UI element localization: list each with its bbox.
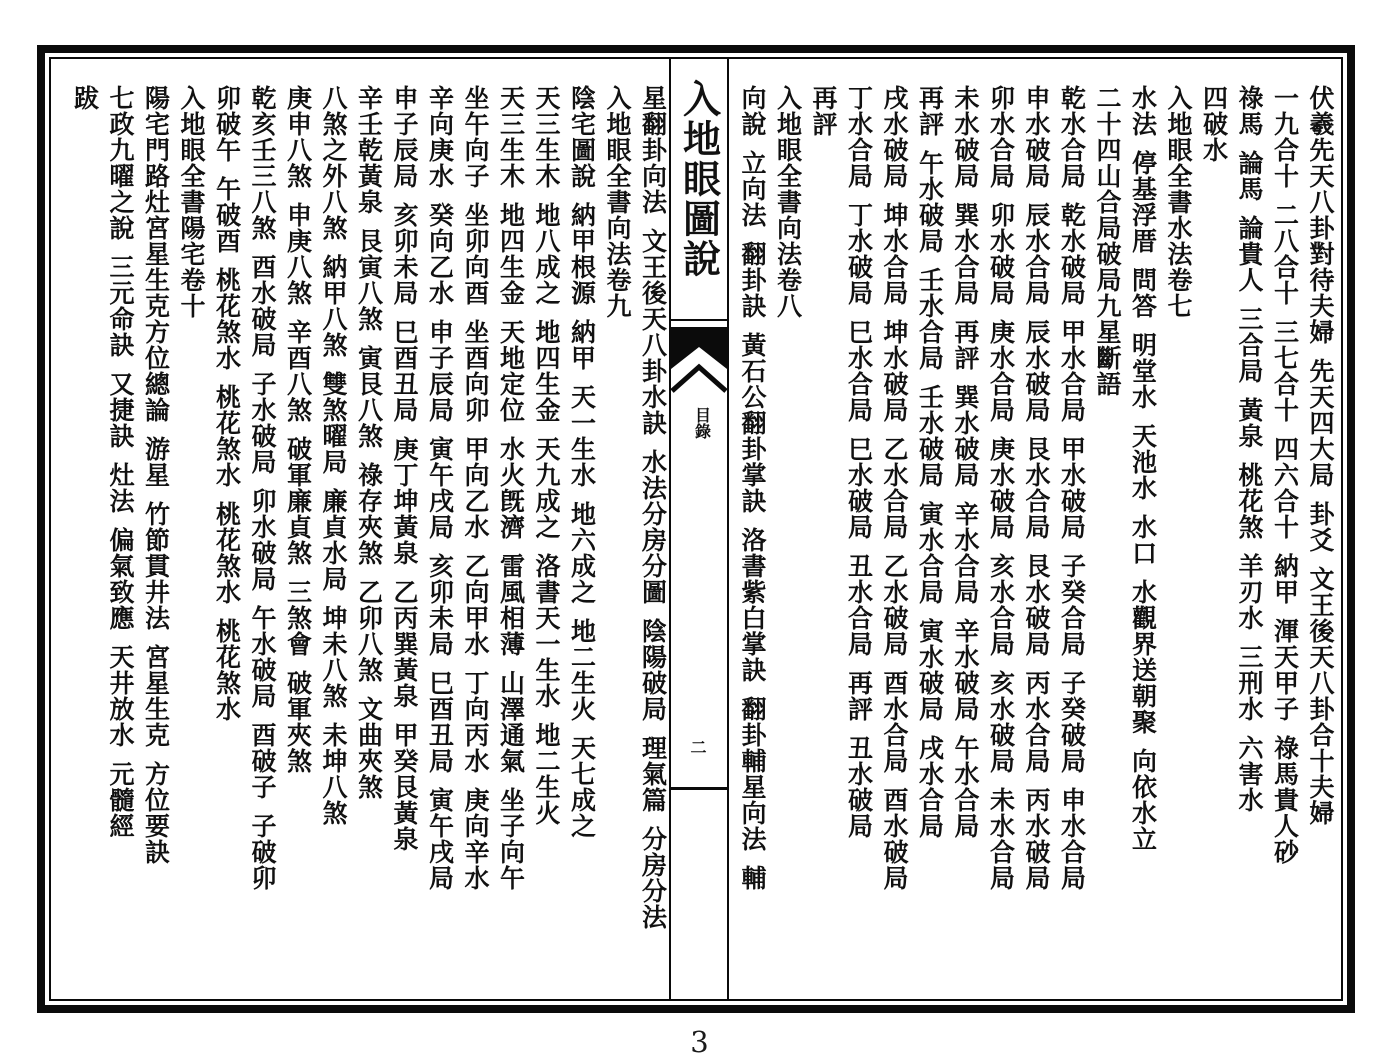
toc-entry: 午水破局 [915,150,945,254]
toc-entry: 庚水合局 [986,319,1016,423]
toc-entry: 方位要訣 [141,761,171,865]
toc-entry: 星翻卦向法 [638,85,668,215]
toc-entry: 黃石公翻卦掌訣 [738,332,767,514]
toc-column [391,85,418,983]
toc-entry: 庚向辛水 [461,787,490,891]
toc-entry: 桃花煞 [1235,462,1264,540]
toc-entry: 未坤八煞 [319,722,348,826]
toc-entry: 陽宅門路灶宮星生克方位總論 [141,85,171,423]
toc-entry: 陰宅圖說 [567,85,597,189]
toc-entry: 丁水破局 [844,202,874,306]
toc-column [810,85,837,983]
toc-entry: 寅水合局 [915,501,945,605]
toc-entry: 羊刃水 [1235,553,1264,631]
toc-column [1236,85,1263,983]
toc-column [988,85,1015,983]
toc-entry: 祿存夾煞 [354,462,384,566]
toc-column [917,85,944,983]
toc-column [1023,85,1050,983]
toc-entry: 庚申八煞 [283,85,313,189]
toc-entry: 天七成之 [567,735,597,839]
toc-column [1307,85,1334,983]
toc-entry: 辛向庚水 [425,85,455,189]
toc-entry: 巳酉丑局 [390,319,419,423]
toc-entry: 丙水合局 [1022,670,1051,774]
toc-column [320,85,347,983]
toc-entry: 辛壬乾黃泉 [354,85,384,215]
toc-entry: 天三生木 [496,85,526,189]
toc-entry: 桃花煞水 [212,501,242,605]
toc-entry: 卯水破局 [986,202,1016,306]
toc-entry: 子癸破局 [1057,670,1087,774]
toc-column [533,85,560,983]
toc-entry: 水口 [1128,514,1158,566]
toc-entry: 桃花煞水 [212,618,242,722]
toc-entry: 坤水破局 [880,319,909,423]
toc-entry: 輔 [738,865,767,891]
toc-entry: 水法 [1128,85,1158,137]
toc-entry: 地四生金 [532,319,561,423]
toc-entry: 雙煞曜局 [319,371,348,475]
toc-entry: 辰水破局 [1022,319,1051,423]
right-page [729,59,1345,999]
toc-column [214,85,241,983]
toc-entry: 巽水合局 [951,202,980,306]
fishtail-icon [671,327,727,399]
toc-entry: 辛水合局 [951,501,980,605]
toc-column [640,85,667,983]
toc-entry: 祿馬貴人砂 [1270,735,1300,865]
toc-column [356,85,383,983]
toc-entry: 乾水合局 [1057,85,1087,189]
toc-entry: 跋 [70,85,100,111]
toc-entry: 乙向甲水 [461,553,490,657]
toc-entry: 乙水合局 [880,436,909,540]
toc-entry: 偏氣致應 [106,527,135,631]
toc-entry: 午水破局 [248,605,277,709]
toc-entry: 亥水合局 [986,553,1016,657]
center-gutter [669,59,729,999]
toc-entry: 天地定位 [496,319,526,423]
toc-entry: 艮水合局 [1022,436,1051,540]
toc-entry: 坐卯向酉 [461,202,490,306]
toc-column [846,85,873,983]
toc-entry: 入地眼全書水法卷七 [1164,85,1193,319]
toc-entry: 納甲 [1270,553,1300,605]
folio-number: 3 [690,1025,709,1059]
toc-entry: 納甲根源 [567,202,597,306]
toc-entry: 三七合十 [1270,319,1300,423]
toc-entry: 水觀界送朝聚 [1128,579,1158,735]
toc-entry: 理氣篇 [638,735,668,813]
toc-column [1130,85,1157,983]
toc-entry: 亥卯未局 [390,202,419,306]
toc-entry: 甲向乙水 [461,436,490,540]
toc-entry: 申庚八煞 [283,202,313,306]
toc-entry: 陰陽破局 [638,618,668,722]
toc-entry: 廉貞水局 [319,488,348,592]
toc-column [775,85,802,983]
toc-column [498,85,525,983]
toc-entry: 卯水合局 [986,85,1016,189]
toc-entry: 巽水破局 [951,384,980,488]
toc-entry: 山澤通氣 [496,670,526,774]
toc-column [881,85,908,983]
toc-entry: 三刑水 [1235,644,1264,722]
toc-column [1201,85,1228,983]
toc-entry: 丁向丙水 [461,670,490,774]
toc-entry: 三元命訣 [106,254,135,358]
toc-entry: 庚水破局 [986,436,1016,540]
toc-entry: 辛酉八煞 [283,319,313,423]
toc-entry: 桃花煞水 [212,267,242,371]
toc-entry: 乙卯八煞 [354,579,384,683]
toc-entry: 桃花煞水 [212,384,242,488]
toc-entry: 問答 [1128,267,1158,319]
toc-entry: 破軍廉貞煞 [283,436,313,566]
toc-entry: 庚丁坤黃泉 [390,436,419,566]
toc-entry: 未水破局 [951,85,980,189]
toc-column [462,85,489,983]
toc-entry: 再評 [915,85,945,137]
section-label: 目錄 [692,407,712,439]
toc-entry: 入地眼全書陽宅卷十 [177,85,206,319]
toc-entry: 水火旣濟 [496,436,526,540]
toc-entry: 寅艮八煞 [354,345,384,449]
toc-entry: 二八合十 [1270,202,1300,306]
toc-entry: 水法分房分圖 [638,449,668,605]
toc-entry: 明堂水 [1128,332,1158,410]
toc-entry: 停基浮厝 [1128,150,1158,254]
toc-entry: 三煞會 [283,579,313,657]
toc-entry: 子癸合局 [1057,553,1087,657]
toc-entry: 午破酉 [212,176,242,254]
toc-column [604,85,631,983]
toc-column [952,85,979,983]
toc-entry: 向依水立 [1128,748,1158,852]
toc-entry: 坤未八煞 [319,605,348,709]
page-sheet [37,45,1355,1013]
toc-entry: 乙水破局 [880,553,909,657]
toc-entry: 坐子向午 [496,787,526,891]
toc-entry: 祿馬 [1235,85,1264,137]
toc-entry: 天池水 [1128,423,1158,501]
toc-entry: 酉破子 [248,722,277,800]
toc-entry: 一九合十 [1270,85,1300,189]
toc-entry: 向說 [738,85,767,137]
gutter-rule-top [671,319,727,321]
toc-entry: 四六合十 [1270,436,1300,540]
toc-entry: 艮寅八煞 [354,228,384,332]
toc-entry: 寅午戌局 [425,787,455,891]
toc-entry: 翻卦訣 [738,241,767,319]
toc-entry: 又捷訣 [106,371,135,449]
toc-entry: 壬水破局 [915,384,945,488]
toc-entry: 子水破局 [248,371,277,475]
toc-entry: 雷風相薄 [496,553,526,657]
toc-entry: 酉水破局 [880,787,909,891]
toc-entry: 文王後天八卦水訣 [638,228,668,436]
toc-entry: 地二生火 [567,618,597,722]
toc-column [285,85,312,983]
toc-column [143,85,170,983]
toc-entry: 申子辰局 [390,85,419,189]
toc-entry: 渾天甲子 [1270,618,1300,722]
toc-entry: 伏羲先天八卦對待夫婦 [1306,85,1335,345]
toc-entry: 辛水破局 [951,618,980,722]
toc-entry: 甲癸艮黃泉 [390,722,419,852]
toc-entry: 灶法 [106,462,135,514]
toc-column [569,85,596,983]
toc-column [107,85,134,983]
left-page [51,59,669,999]
toc-entry: 納甲 [567,319,597,371]
toc-entry: 戌水破局 [880,85,909,189]
toc-entry: 文王後天八卦合十夫婦 [1306,566,1335,826]
toc-entry: 天九成之 [532,436,561,540]
toc-entry: 翻卦輔星向法 [738,696,767,852]
toc-column [1059,85,1086,983]
toc-entry: 宮星生克 [141,644,171,748]
toc-entry: 洛書紫白掌訣 [738,527,767,683]
toc-entry: 地六成之 [567,501,597,605]
toc-entry: 寅午戌局 [425,436,455,540]
toc-entry: 地四生金 [496,202,526,306]
book-title: 入地眼圖說 [676,79,722,279]
toc-entry: 申水破局 [1022,85,1051,189]
toc-entry: 分房分法 [638,826,668,930]
toc-entry: 申子辰局 [425,319,455,423]
toc-entry: 丑水合局 [844,553,874,657]
toc-entry: 申水合局 [1057,787,1087,891]
toc-entry: 卦爻 [1306,501,1335,553]
toc-entry: 文曲夾煞 [354,696,384,800]
toc-column [249,85,276,983]
toc-entry: 地二生火 [532,722,561,826]
toc-entry: 卯破午 [212,85,242,163]
toc-entry: 未水合局 [986,787,1016,891]
toc-entry: 二十四山合局破局九星斷語 [1093,85,1122,397]
toc-entry: 破軍夾煞 [283,670,313,774]
toc-entry: 酉水合局 [880,670,909,774]
toc-entry: 六害水 [1235,735,1264,813]
toc-entry: 天三生木 [532,85,561,189]
toc-entry: 再評 [844,670,874,722]
toc-entry: 立向法 [738,150,767,228]
toc-entry: 游星 [141,436,171,488]
toc-entry: 坐酉向卯 [461,319,490,423]
toc-entry: 丁水合局 [844,85,874,189]
toc-entry: 乙丙巽黃泉 [390,579,419,709]
toc-column [739,85,766,983]
toc-entry: 論馬 [1235,150,1264,202]
toc-entry: 再評 [951,319,980,371]
toc-entry: 壬水合局 [915,267,945,371]
toc-column [1094,85,1121,983]
toc-entry: 乾亥壬三八煞 [248,85,277,241]
toc-entry: 亥水破局 [986,670,1016,774]
toc-entry: 入地眼全書向法卷九 [603,85,632,319]
toc-entry: 子破卯 [248,813,277,891]
toc-column [1272,85,1299,983]
toc-entry: 寅水破局 [915,618,945,722]
toc-entry: 甲水合局 [1057,319,1087,423]
toc-entry: 黃泉 [1235,397,1264,449]
toc-entry: 論貴人 [1235,215,1264,293]
toc-entry: 天井放水 [106,644,135,748]
toc-entry: 戌水合局 [915,735,945,839]
inner-frame [49,57,1343,1001]
toc-entry: 四破水 [1199,85,1229,163]
toc-entry: 八煞之外八煞 [319,85,348,241]
gutter-rule-bottom [671,787,727,790]
toc-entry: 先天四大局 [1306,358,1335,488]
toc-entry: 卯水破局 [248,488,277,592]
toc-entry: 坐午向子 [461,85,490,189]
toc-entry: 甲水破局 [1057,436,1087,540]
toc-entry: 入地眼全書向法卷八 [773,85,803,319]
toc-entry: 納甲八煞 [319,254,348,358]
toc-entry: 酉水破局 [248,254,277,358]
toc-entry: 辰水合局 [1022,202,1051,306]
toc-entry: 地八成之 [532,202,561,306]
toc-column [178,85,205,983]
toc-entry: 亥卯未局 [425,553,455,657]
toc-entry: 坤水合局 [880,202,909,306]
toc-column [72,85,99,983]
toc-entry: 七政九曜之說 [106,85,135,241]
toc-entry: 巳水破局 [844,436,874,540]
toc-entry: 艮水破局 [1022,553,1051,657]
toc-entry: 再評 [809,85,838,137]
toc-entry: 丑水破局 [844,735,874,839]
toc-entry: 丙水破局 [1022,787,1051,891]
toc-column [1165,85,1192,983]
toc-column [427,85,454,983]
toc-entry: 巳水合局 [844,319,874,423]
toc-entry: 天一生水 [567,384,597,488]
toc-entry: 三合局 [1235,306,1264,384]
toc-entry: 元髓經 [106,761,135,839]
toc-entry: 洛書天一生水 [532,553,561,709]
toc-entry: 癸向乙水 [425,202,455,306]
toc-entry: 午水合局 [951,735,980,839]
toc-entry: 竹節貫井法 [141,501,171,631]
toc-entry: 巳酉丑局 [425,670,455,774]
page-number-cn: 二 [690,738,707,757]
toc-entry: 乾水破局 [1057,202,1087,306]
